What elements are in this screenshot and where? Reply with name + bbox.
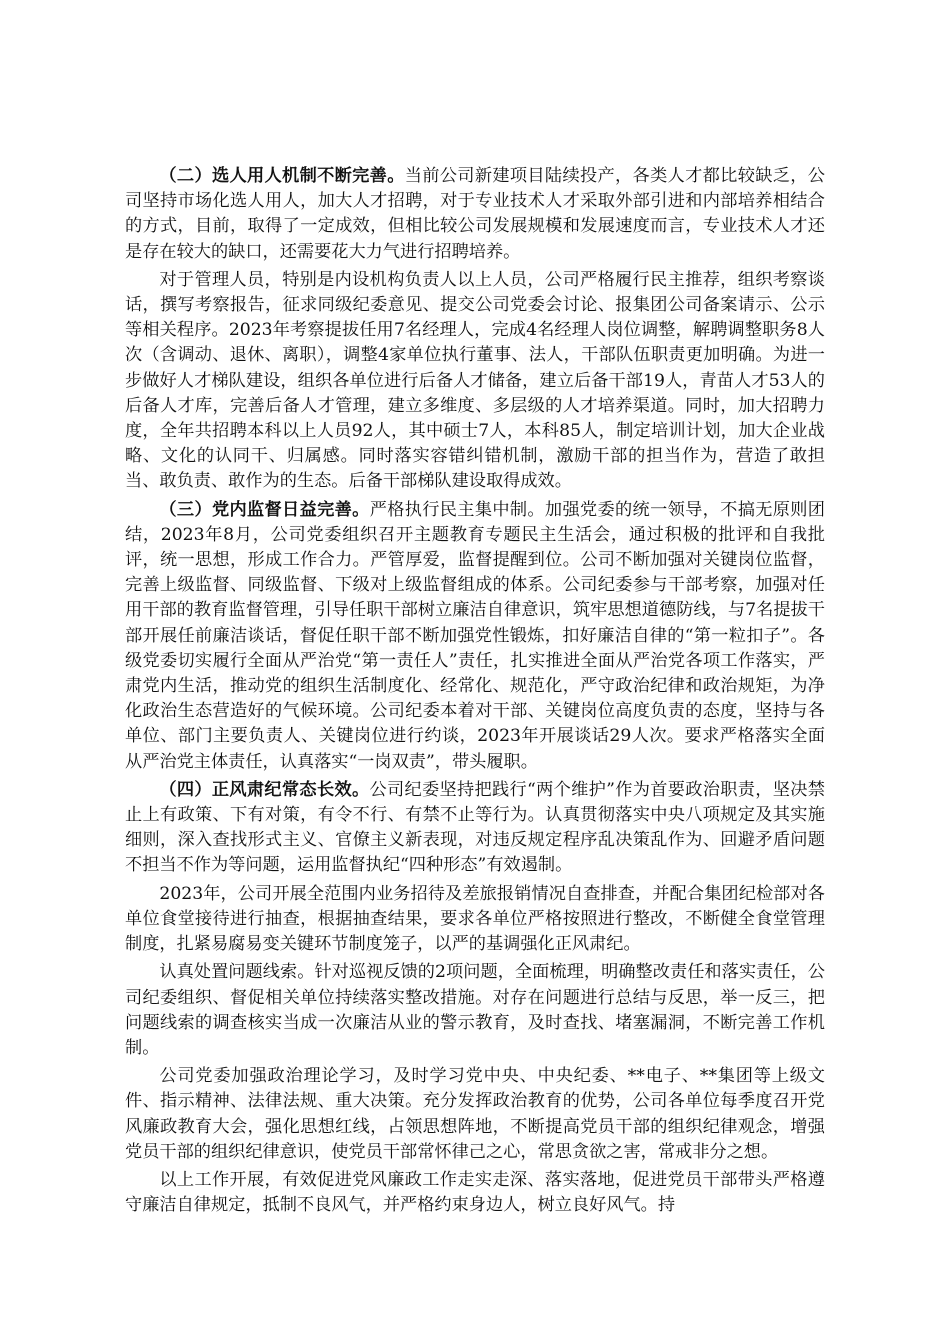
paragraph-discipline [125, 778, 825, 879]
paragraph-text: 公司纪委坚持把践行“两个维护”作为首要政治职责，坚决禁止上有政策、下有对策，有令不行、有禁不止等行为。认真贯彻落实中央八项规定及其实施细则，深入查找形式主义、官僚主义新表现，对违反规定程序乱决策乱作为、回避矛盾问题不担当不作为等问题，运用监督执纪“四种形态”有效遏制。 [125, 779, 825, 876]
document-body [125, 164, 825, 1221]
section-heading-four: （四）正风肃纪常态长效。 [159, 779, 370, 800]
paragraph-text: 以上工作开展，有效促进党风廉政工作走实走深、落实落地，促进党员干部带头严格遵守廉洁自律规定，抵制不良风气，并严格约束身边人，树立良好风气。持 [125, 1169, 825, 1216]
paragraph-text: 严格执行民主集中制。加强党委的统一领导，不搞无原则团结，2023年8月，公司党委组织召开主题教育专题民主生活会，通过积极的批评和自我批评，统一思想，形成工作合力。严管厚爱，监督提醒到位。公司不断加强对关键岗位监督，完善上级监督、同级监督、下级对上级监督组成的体系。公司纪委参与干部考察，加强对任用干部的教育监督管理，引导任职干部树立廉洁自律意识，筑牢思想道德防线，与7名提拔干部开展任前廉洁谈话，督促任职干部不断加强党性锻炼，扣好廉洁自律的“第一粒扣子”。各级党委切实履行全面从严治党“第一责任人”责任，扎实推进全面从严治党各项工作落实，严肃党内生活，推动党的组织生活制度化、经常化、规范化，严守政治纪律和政治规矩，为净化政治生态营造好的气候环境。公司纪委本着对干部、关键岗位高度负责的态度，坚持与各单位、部门主要负责人、关键岗位进行约谈，2023年开展谈话29人次。要求严格落实全面从严治党主体责任，认真落实“一岗双责”，带头履职。 [125, 499, 825, 772]
paragraph-text: 对于管理人员，特别是内设机构负责人以上人员，公司严格履行民主推荐，组织考察谈话，撰写考察报告，征求同级纪委意见、提交公司党委会讨论、报集团公司备案请示、公示等相关程序。2023年考察提拔任用7名经理人，完成4名经理人岗位调整，解聘调整职务8人次（含调动、退休、离职），调整4家单位执行董事、法人，干部队伍职责更加明确。为进一步做好人才梯队建设，组织各单位进行后备人才储备，建立后备干部19人，青苗人才53人的后备人才库，完善后备人才管理，建立多维度、多层级的人才培养渠道。同时，加大招聘力度，全年共招聘本科以上人员92人，其中硕士7人，本科85人，制定培训计划，加大企业战略、文化的认同干、归属感。同时落实容错纠错机制，激励干部的担当作为，营造了敢担当、敢负责、敢作为的生态。后备干部梯队建设取得成效。 [125, 269, 825, 492]
section-heading-two: （二）选人用人机制不断完善。 [159, 166, 405, 186]
paragraph-problem-clues [125, 960, 825, 1061]
paragraph-text: 当前公司新建项目陆续投产，各类人才都比较缺乏，公司坚持市场化选人用人，加大人才招聘，对于专业技术人才采取外部引进和内部培养相结合的方式，目前，取得了一定成效，但相比较公司发展规模和发展速度而言，专业技术人才还是存在较大的缺口，还需要花大力气进行招聘培养。 [125, 166, 825, 262]
paragraph-selection-mechanism [125, 164, 825, 265]
paragraph-summary [125, 1168, 825, 1218]
paragraph-management-personnel [125, 268, 825, 495]
paragraph-self-inspection [125, 882, 825, 958]
paragraph-party-supervision [125, 498, 825, 775]
paragraph-text: 认真处置问题线索。针对巡视反馈的2项问题，全面梳理，明确整改责任和落实责任，公司纪委组织、督促相关单位持续落实整改措施。对存在问题进行总结与反思，举一反三，把问题线索的调查核实当成一次廉洁从业的警示教育，及时查找、堵塞漏洞，不断完善工作机制。 [125, 962, 825, 1058]
paragraph-political-study [125, 1064, 825, 1165]
paragraph-text: 2023年，公司开展全范围内业务招待及差旅报销情况自查排查，并配合集团纪检部对各单位食堂接待进行抽查，根据抽查结果，要求各单位严格按照进行整改，不断健全食堂管理制度，扎紧易腐易变关键环节制度笼子，以严的基调强化正风肃纪。 [125, 883, 825, 955]
paragraph-text: 公司党委加强政治理论学习，及时学习党中央、中央纪委、**电子、**集团等上级文件、指示精神、法律法规、重大决策。充分发挥政治教育的优势，公司各单位每季度召开党风廉政教育大会，强化思想红线，占领思想阵地，不断提高党员干部的组织纪律观念，增强党员干部的组织纪律意识，使党员干部常怀律己之心，常思贪欲之害，常戒非分之想。 [125, 1066, 825, 1162]
section-heading-three: （三）党内监督日益完善。 [159, 499, 370, 520]
